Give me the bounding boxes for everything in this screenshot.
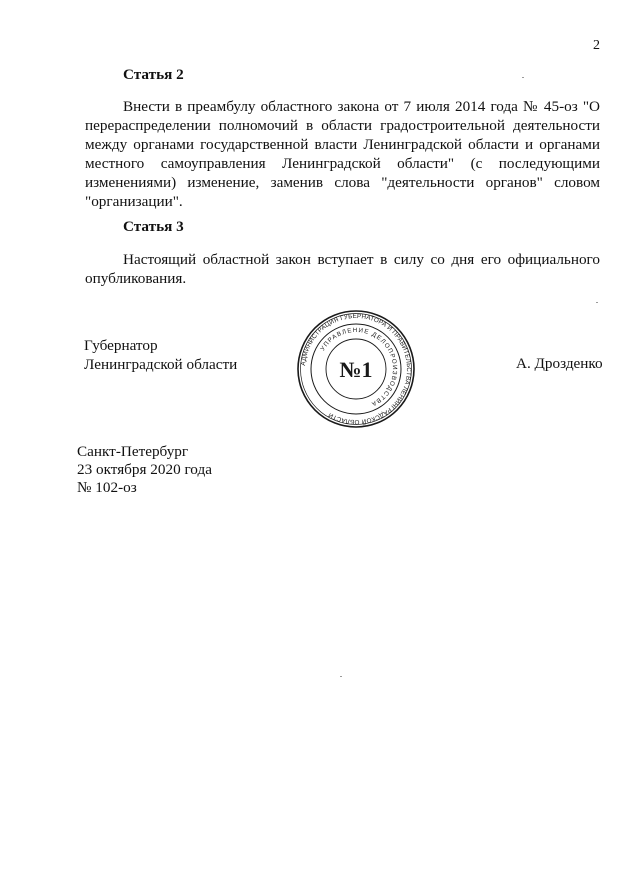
article-2-text: Внести в преамбулу областного закона от 7 июля 2014 года № 45-оз "О перераспределении полномочий в области градостроительной деятельности между органами государственной власти Ленинградской области и органами местного самоуправления Ленинградской области" (с последующими изменениями) изменение, заменив слова "деятельности органов" словом "организации". bbox=[85, 98, 600, 210]
place-date-block bbox=[77, 443, 212, 497]
scan-speck bbox=[340, 676, 342, 677]
law-number: № 102-оз bbox=[77, 479, 137, 496]
signatory-title-line1: Губернатор bbox=[84, 337, 158, 354]
official-seal-stamp bbox=[296, 309, 416, 429]
scan-speck bbox=[522, 77, 524, 78]
page-number: 2 bbox=[593, 38, 600, 53]
article-2-heading: Статья 2 bbox=[123, 66, 184, 83]
place-city: Санкт-Петербург bbox=[77, 443, 189, 460]
article-3-heading: Статья 3 bbox=[123, 218, 184, 235]
signing-date: 23 октября 2020 года bbox=[77, 461, 212, 478]
signatory-title bbox=[84, 336, 237, 374]
signatory-title-line2: Ленинградской области bbox=[84, 356, 238, 373]
signatory-name: А. Дрозденко bbox=[516, 355, 603, 372]
seal-inner-text: УПРАВЛЕНИЕ ДЕЛОПРОИЗВОДСТВА bbox=[319, 326, 399, 408]
scan-speck bbox=[596, 302, 598, 303]
article-3-text: Настоящий областной закон вступает в силу со дня его официального опубликования. bbox=[85, 251, 600, 287]
seal-number: №1 bbox=[339, 357, 373, 382]
seal-outer-text: АДМИНИСТРАЦИЯ ГУБЕРНАТОРА И ПРАВИТЕЛЬСТВА ЛЕНИНГРАДСКОЙ ОБЛАСТИ bbox=[300, 312, 413, 426]
